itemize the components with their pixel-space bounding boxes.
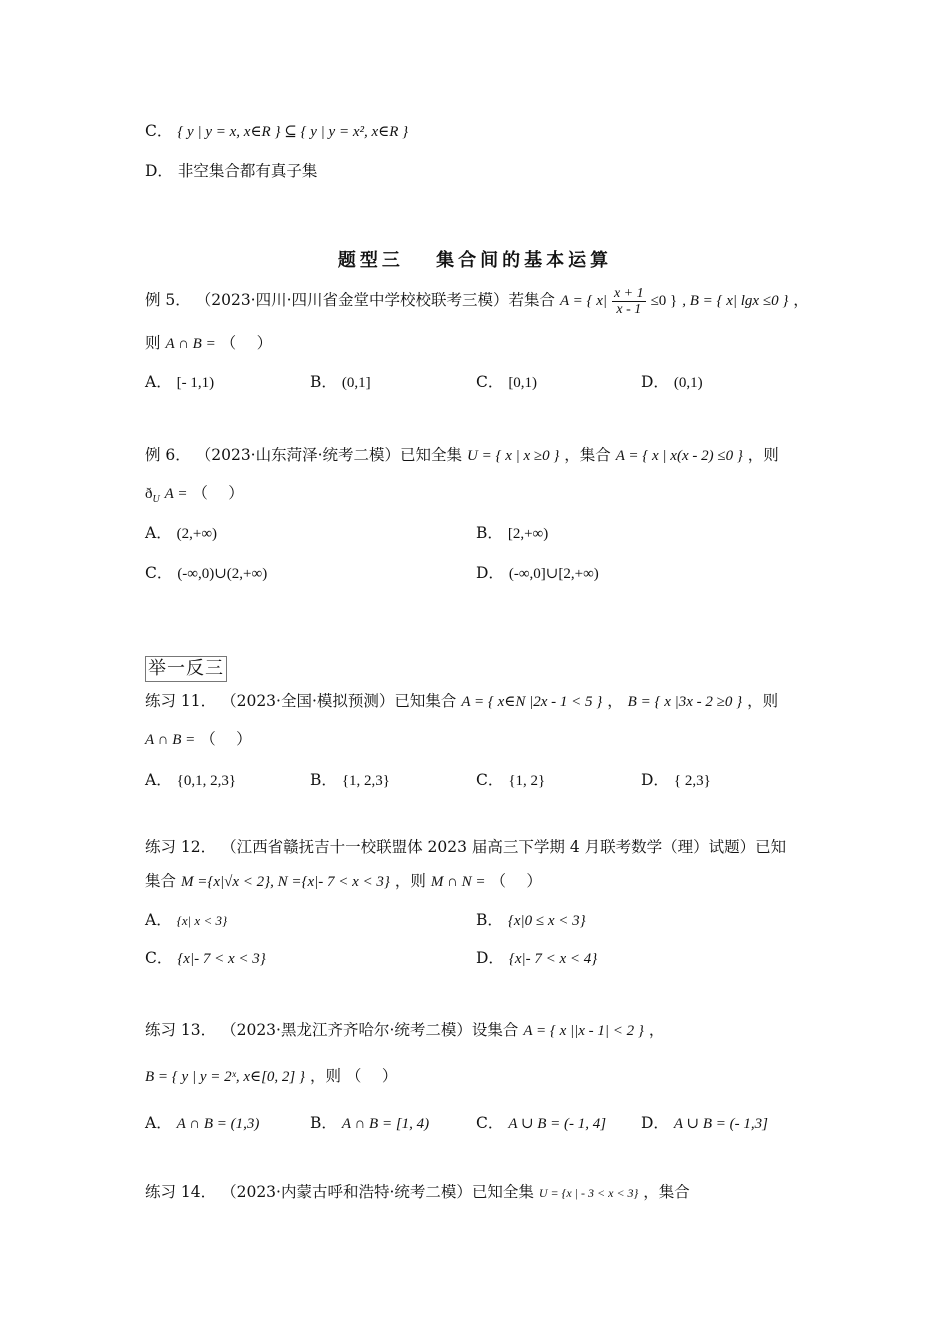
set-b: B = { x |3x - 2 ≥0 } bbox=[627, 694, 743, 710]
option-label: D． bbox=[641, 1114, 669, 1132]
option-label: A． bbox=[145, 524, 172, 542]
option-label: B． bbox=[476, 911, 503, 929]
ask-expression: A ∩ B = bbox=[145, 732, 196, 748]
fraction-numerator: x + 1 bbox=[613, 285, 644, 301]
connector: ，则 bbox=[747, 446, 779, 464]
connector: ，集合 bbox=[643, 1183, 690, 1201]
set-a-suffix: ≤0 } bbox=[650, 293, 678, 309]
set-b: B = { y | y = 2ˣ, x∈[0, 2] } bbox=[145, 1069, 306, 1085]
practice11-stem bbox=[145, 690, 778, 713]
ask-prefix: ，则 bbox=[309, 1067, 341, 1085]
set-u: U = {x | - 3 < x < 3} bbox=[538, 1186, 639, 1200]
set-a-prefix: A = { x| bbox=[559, 293, 608, 309]
option-expression: { y | y = x, x∈R } ⊆ { y | y = x², x∈R } bbox=[177, 124, 409, 140]
option-expression: (2,+∞) bbox=[176, 526, 218, 542]
example6-stem bbox=[145, 444, 779, 467]
line-prefix: 集合 bbox=[145, 872, 177, 890]
option-expression: {x| x < 3} bbox=[176, 913, 228, 928]
option-expression: A ∪ B = (- 1, 4] bbox=[508, 1116, 607, 1132]
option-expression: (0,1) bbox=[673, 375, 703, 391]
question-source: （2023·内蒙古呼和浩特·统考二模）已知全集 bbox=[221, 1183, 534, 1201]
set-b: , B = { x| lgx ≤0 } bbox=[682, 293, 789, 309]
option-label: C． bbox=[476, 771, 504, 789]
option-expression: {0,1, 2,3} bbox=[176, 773, 237, 789]
option-expression: {x|0 ≤ x < 3} bbox=[507, 913, 586, 929]
option-label: C． bbox=[145, 564, 173, 582]
option-label: C． bbox=[145, 949, 173, 967]
option-label: B． bbox=[310, 771, 337, 789]
fraction bbox=[612, 286, 646, 317]
practice12-stem-line2 bbox=[145, 870, 542, 893]
practice13-option-c bbox=[476, 1112, 606, 1135]
answer-blank: （ ） bbox=[220, 334, 273, 352]
example5-option-b bbox=[310, 371, 371, 394]
fraction-denominator: x - 1 bbox=[616, 301, 642, 317]
set-u: U = { x | x ≥0 } bbox=[466, 448, 560, 464]
question-source: （2023·全国·模拟预测）已知集合 bbox=[221, 692, 457, 710]
practice12-option-d bbox=[476, 947, 597, 970]
option-label: B． bbox=[476, 524, 503, 542]
connector: ，则 bbox=[747, 692, 779, 710]
practice14-stem bbox=[145, 1181, 690, 1204]
practice11-option-a bbox=[145, 769, 236, 792]
question-source: （2023·黑龙江齐齐哈尔·统考二模）设集合 bbox=[221, 1021, 519, 1039]
practice12-stem bbox=[145, 836, 786, 858]
answer-blank: （ ） bbox=[345, 1067, 398, 1085]
practice-section-tag: 举一反三 bbox=[145, 656, 227, 682]
practice12-option-a bbox=[145, 909, 227, 932]
example6-option-d bbox=[476, 562, 599, 585]
example6-option-a bbox=[145, 522, 217, 545]
option-label: D． bbox=[145, 162, 173, 180]
option-expression: (-∞,0)∪(2,+∞) bbox=[177, 566, 268, 582]
option-label: D． bbox=[476, 564, 504, 582]
option-expression: A ∪ B = (- 1,3] bbox=[673, 1116, 768, 1132]
question-source: （江西省赣抚吉十一校联盟体 2023 届高三下学期 4 月联考数学（理）试题）已知 bbox=[221, 838, 787, 856]
set-a: A = { x∈N |2x - 1 < 5 } bbox=[461, 694, 603, 710]
example6-option-b bbox=[476, 522, 548, 545]
question-source: （2023·四川·四川省金堂中学校校联考三模）若集合 bbox=[195, 291, 556, 309]
answer-blank: （ ） bbox=[200, 730, 252, 748]
practice11-option-c bbox=[476, 769, 545, 792]
option-label: B． bbox=[310, 1114, 337, 1132]
example6-option-c bbox=[145, 562, 267, 585]
connector: ， bbox=[648, 1021, 665, 1039]
question-label: 练习 14． bbox=[145, 1183, 217, 1201]
practice12-option-b bbox=[476, 909, 586, 932]
answer-blank: （ ） bbox=[490, 872, 542, 890]
option-label: B． bbox=[310, 373, 337, 391]
example5-option-d bbox=[641, 371, 703, 394]
connector: ，集合 bbox=[564, 446, 611, 464]
question-label: 例 6． bbox=[145, 446, 191, 464]
option-expression: [0,1) bbox=[508, 375, 538, 391]
section-heading: 题型三 集合间的基本运算 bbox=[337, 250, 613, 271]
question-label: 练习 11． bbox=[145, 692, 217, 710]
option-label: A． bbox=[145, 771, 172, 789]
option-label: D． bbox=[641, 771, 669, 789]
option-expression: A ∩ B = [1, 4) bbox=[341, 1116, 430, 1132]
ask-expression: A ∩ B = bbox=[165, 336, 216, 352]
example5-option-c bbox=[476, 371, 537, 394]
ask-prefix: 则 bbox=[145, 334, 161, 352]
option-label: C． bbox=[476, 373, 504, 391]
practice12-option-c bbox=[145, 947, 266, 970]
option-label: A． bbox=[145, 373, 172, 391]
option-expression: (-∞,0]∪[2,+∞) bbox=[508, 566, 599, 582]
option-d-line bbox=[145, 160, 317, 182]
question-source: （2023·山东菏泽·统考二模）已知全集 bbox=[195, 446, 463, 464]
question-label: 练习 12． bbox=[145, 838, 217, 856]
option-expression: {x|- 7 < x < 3} bbox=[177, 951, 266, 967]
practice13-option-d bbox=[641, 1112, 768, 1135]
option-text: 非空集合都有真子集 bbox=[177, 162, 318, 180]
practice13-stem bbox=[145, 1019, 664, 1042]
complement-subscript: U bbox=[152, 494, 160, 506]
option-expression: {x|- 7 < x < 4} bbox=[508, 951, 598, 967]
complement-symbol: ð bbox=[145, 486, 153, 502]
option-c-line bbox=[145, 120, 408, 143]
ask-expression: A = bbox=[164, 486, 188, 502]
option-label: A． bbox=[145, 911, 172, 929]
practice11-ask bbox=[145, 728, 252, 751]
option-expression: [2,+∞) bbox=[507, 526, 549, 542]
option-label: D． bbox=[641, 373, 669, 391]
answer-blank: （ ） bbox=[192, 484, 244, 502]
option-expression: A ∩ B = (1,3) bbox=[176, 1116, 260, 1132]
option-expression: { 2,3} bbox=[673, 773, 711, 789]
practice13-option-b bbox=[310, 1112, 429, 1135]
ask-prefix: ，则 bbox=[394, 872, 426, 890]
practice11-option-d bbox=[641, 769, 711, 792]
set-a: A = { x ||x - 1| < 2 } bbox=[523, 1023, 644, 1039]
ask-expression: M ∩ N = bbox=[430, 874, 486, 890]
practice11-option-b bbox=[310, 769, 390, 792]
practice13-option-a bbox=[145, 1112, 259, 1135]
connector: ， bbox=[607, 692, 623, 710]
option-expression: (0,1] bbox=[341, 375, 371, 391]
option-label: A． bbox=[145, 1114, 172, 1132]
example5-option-a bbox=[145, 371, 214, 394]
option-label: C． bbox=[145, 122, 173, 140]
option-label: D． bbox=[476, 949, 504, 967]
set-definitions: M ={x|√x < 2}, N ={x|- 7 < x < 3} bbox=[180, 874, 390, 890]
example6-ask bbox=[145, 482, 244, 511]
option-expression: {1, 2} bbox=[508, 773, 546, 789]
example5-ask bbox=[145, 332, 272, 355]
question-label: 例 5． bbox=[145, 291, 191, 309]
option-label: C． bbox=[476, 1114, 504, 1132]
punctuation: ， bbox=[793, 291, 809, 309]
practice13-stem-line2 bbox=[145, 1065, 397, 1088]
question-label: 练习 13． bbox=[145, 1021, 217, 1039]
option-expression: [- 1,1) bbox=[176, 375, 215, 391]
option-expression: {1, 2,3} bbox=[341, 773, 390, 789]
set-a: A = { x | x(x - 2) ≤0 } bbox=[615, 448, 743, 464]
example5-stem bbox=[145, 280, 809, 321]
